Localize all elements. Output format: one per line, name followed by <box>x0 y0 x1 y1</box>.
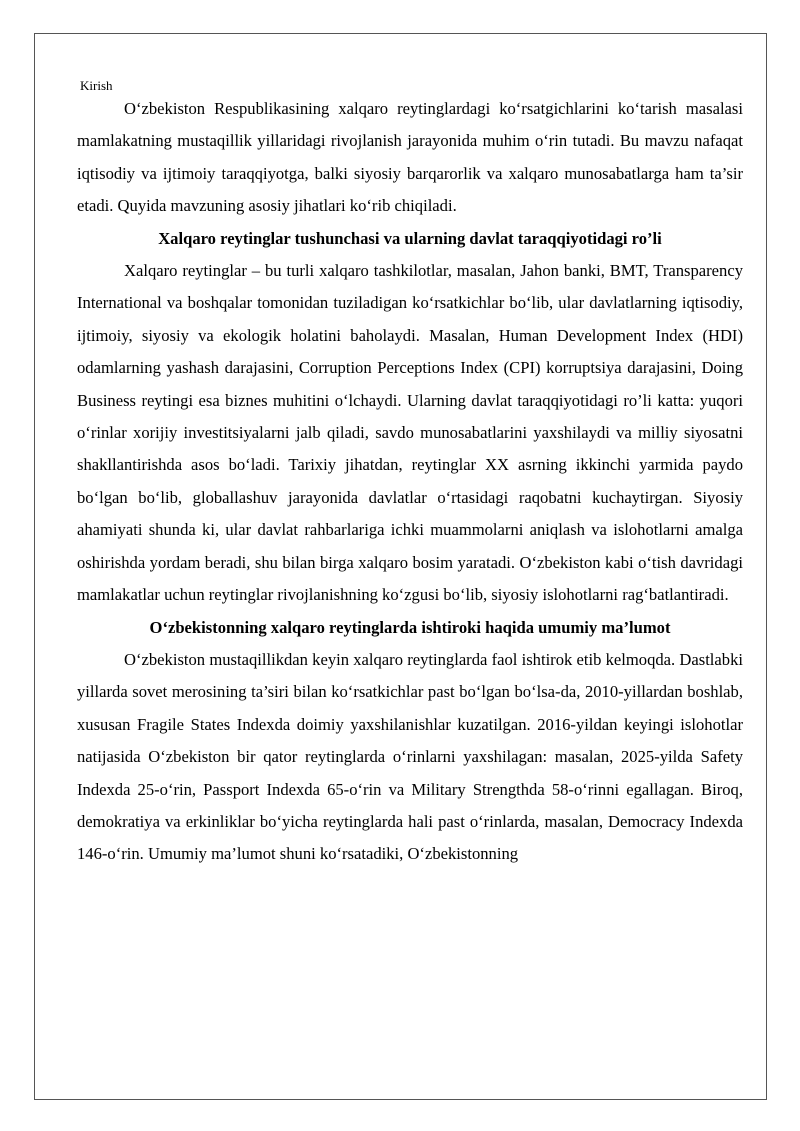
intro-paragraph: O‘zbekiston Respublikasining xalqaro reytinglardagi ko‘rsatgichlarini ko‘tarish masalasi mamlakatning mustaqillik yillaridagi rivojlanish jarayonida muhim o‘rin tutadi. Bu mavzu nafaqat iqtisodiy va ijtimoiy taraqqiyotga, balki siyosiy barqarorlik va xalqaro munosabatlarga ham ta’sir etadi. Quyida mavzuning asosiy jihatlari ko‘rib chiqiladi. <box>77 99 743 216</box>
section-paragraph-uzbekistan-participation: O‘zbekiston mustaqillikdan keyin xalqaro reytinglarda faol ishtirok etib kelmoqda. Dastlabki yillarda sovet merosining ta’siri bilan ko‘rsatkichlar past bo‘lgan bo‘lsa-da, 2010-yillardan boshlab, xususan Fragile States Indexda doimiy yaxshilanishlar kuzatilgan. 2016-yildan keyingi islohotlar natijasida O‘zbekiston bir qator reytinglarda o‘rinlarni yaxshilagan: masalan, 2025-yilda Safety Indexda 25-o‘rin, Passport Indexda 65-o‘rin va Military Strengthda 58-o‘rinni egallagan. Biroq, demokratiya va erkinliklar bo‘yicha reytinglarda hali past o‘rinlarda, masalan, Democracy Indexda 146-o‘rin. Umumiy ma’lumot shuni ko‘rsatadiki, O‘zbekistonning <box>77 649 743 864</box>
section-heading-uzbekistan-participation: O‘zbekistonning xalqaro reytinglarda ishtiroki haqida umumiy ma’lumot <box>149 617 671 637</box>
section-heading-ratings-concept: Xalqaro reytinglar tushunchasi va ularning davlat taraqqiyotidagi ro’li <box>158 228 662 248</box>
document-body <box>77 78 743 871</box>
header-label: Kirish <box>80 78 113 93</box>
section-paragraph-ratings-concept: Xalqaro reytinglar – bu turli xalqaro tashkilotlar, masalan, Jahon banki, BMT, Transparency International va boshqalar tomonidan tuziladigan ko‘rsatkichlar bo‘lib, ular davlatlarning iqtisodiy, ijtimoiy, siyosiy va ekologik holatini baholaydi. Masalan, Human Development Index (HDI) odamlarning yashash darajasini, Corruption Perceptions Index (CPI) korruptsiya darajasini, Doing Business reytingi esa biznes muhitini o‘lchaydi. Ularning davlat taraqqiyotidagi ro’li katta: yuqori o‘rinlar xorijiy investitsiyalarni jalb qiladi, savdo munosabatlarini yaxshilaydi va milliy siyosatni shakllantirishda asos bo‘ladi. Tarixiy jihatdan, reytinglar XX asrning ikkinchi yarmida paydo bo‘lgan bo‘lib, globallashuv jarayonida davlatlar o‘rtasidagi raqobatni kuchaytirgan. Siyosiy ahamiyati shunda ki, ular davlat rahbarlariga ichki muammolarni aniqlash va islohotlarni amalga oshirishda yordam beradi, shu bilan birga xalqaro bosim yaratadi. O‘zbekiston kabi o‘tish davridagi mamlakatlar uchun reytinglar rivojlanishning ko‘zgusi bo‘lib, siyosiy islohotlarni rag‘batlantiradi. <box>77 261 743 605</box>
